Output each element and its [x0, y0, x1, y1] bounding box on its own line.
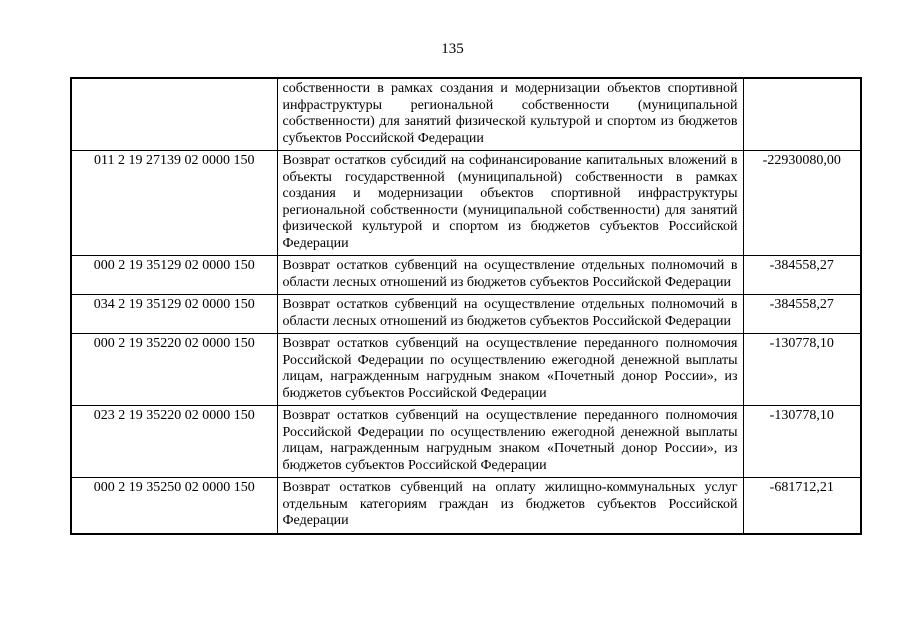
- amount-cell: -384558,27: [743, 295, 861, 334]
- code-cell: 034 2 19 35129 02 0000 150: [71, 295, 277, 334]
- description-cell: Возврат остатков субвенций на осуществление переданного полномочия Российской Федерации по осуществлению ежегодной денежной выплаты лицам, награжденным нагрудным знаком «Почетный донор России», из бюджетов субъектов Российской Федерации: [277, 406, 743, 478]
- amount-cell: -384558,27: [743, 256, 861, 295]
- table-row: [71, 295, 861, 334]
- code-cell: 011 2 19 27139 02 0000 150: [71, 151, 277, 256]
- description-cell: Возврат остатков субсидий на софинансирование капитальных вложений в объекты государственной (муниципальной) собственности в рамках создания и модернизации объектов спортивной инфраструктуры региональной собственности (муниципальной собственности) для занятий физической культурой и спортом из бюджетов субъектов Российской Федерации: [277, 151, 743, 256]
- budget-table: [70, 77, 862, 535]
- page-number: 135: [441, 41, 464, 57]
- table-row: [71, 151, 861, 256]
- code-cell: 000 2 19 35220 02 0000 150: [71, 334, 277, 406]
- amount-cell: [743, 78, 861, 151]
- code-cell: 000 2 19 35250 02 0000 150: [71, 478, 277, 534]
- table-row: [71, 334, 861, 406]
- description-cell: Возврат остатков субвенций на оплату жилищно-коммунальных услуг отдельным категориям граждан из бюджетов субъектов Российской Федерации: [277, 478, 743, 534]
- description-cell: Возврат остатков субвенций на осуществление переданного полномочия Российской Федерации по осуществлению ежегодной денежной выплаты лицам, награжденным нагрудным знаком «Почетный донор России», из бюджетов субъектов Российской Федерации: [277, 334, 743, 406]
- code-cell: [71, 78, 277, 151]
- amount-cell: -22930080,00: [743, 151, 861, 256]
- description-cell: собственности в рамках создания и модернизации объектов спортивной инфраструктуры региональной собственности (муниципальной собственности) для занятий физической культурой и спортом из бюджетов субъектов Российской Федерации: [277, 78, 743, 151]
- amount-cell: -130778,10: [743, 406, 861, 478]
- amount-cell: -681712,21: [743, 478, 861, 534]
- description-cell: Возврат остатков субвенций на осуществление отдельных полномочий в области лесных отношений из бюджетов субъектов Российской Федерации: [277, 295, 743, 334]
- amount-cell: -130778,10: [743, 334, 861, 406]
- code-cell: 000 2 19 35129 02 0000 150: [71, 256, 277, 295]
- table-row: [71, 478, 861, 534]
- code-cell: 023 2 19 35220 02 0000 150: [71, 406, 277, 478]
- table-row: [71, 406, 861, 478]
- description-cell: Возврат остатков субвенций на осуществление отдельных полномочий в области лесных отношений из бюджетов субъектов Российской Федерации: [277, 256, 743, 295]
- table-row: [71, 78, 861, 151]
- table-row: [71, 256, 861, 295]
